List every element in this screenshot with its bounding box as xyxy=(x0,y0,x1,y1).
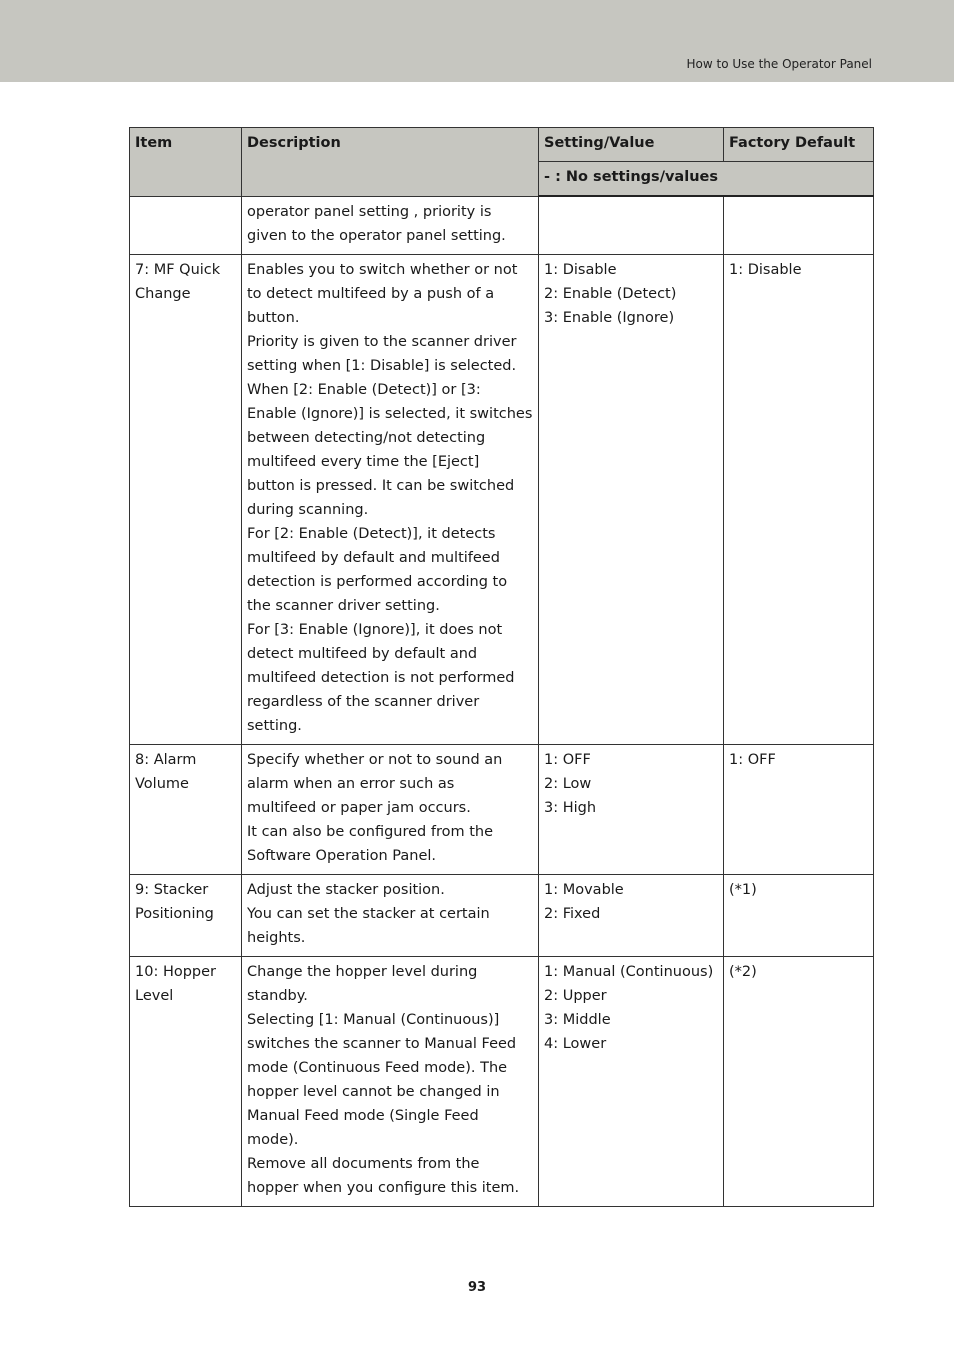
cell-setting-value-line: 4: Lower xyxy=(544,1035,607,1052)
table-header-row xyxy=(130,128,874,162)
cell-item-line: Change xyxy=(135,285,191,302)
cell-setting-value xyxy=(539,196,724,254)
cell-description-line: the scanner driver setting. xyxy=(247,597,440,614)
table-row xyxy=(130,254,874,744)
cell-factory-default-line: 1: OFF xyxy=(729,751,776,768)
legend-no-settings: - : No settings/values xyxy=(539,162,874,197)
cell-description-line: Enables you to switch whether or not xyxy=(247,261,518,278)
cell-description-line: multifeed every time the [Eject] xyxy=(247,453,480,470)
cell-description-line: button is pressed. It can be switched xyxy=(247,477,515,494)
cell-item xyxy=(130,744,242,874)
cell-setting-value xyxy=(539,874,724,956)
cell-description xyxy=(242,196,539,254)
cell-factory-default xyxy=(724,874,874,956)
cell-item-line: Volume xyxy=(135,775,189,792)
cell-setting-value-line: 1: OFF xyxy=(544,751,591,768)
cell-factory-default xyxy=(724,196,874,254)
cell-item-line: 7: MF Quick xyxy=(135,261,221,278)
cell-factory-default xyxy=(724,254,874,744)
cell-setting-value-line: 1: Disable xyxy=(544,261,617,278)
cell-item xyxy=(130,874,242,956)
table-body xyxy=(130,196,874,1206)
cell-setting-value-line: 3: Middle xyxy=(544,1011,611,1028)
cell-description xyxy=(242,744,539,874)
cell-item-line: 10: Hopper xyxy=(135,963,217,980)
cell-description-line: Adjust the stacker position. xyxy=(247,881,445,898)
page-header-band xyxy=(0,0,954,82)
cell-description-line: Software Operation Panel. xyxy=(247,847,437,864)
cell-setting-value-line: 1: Movable xyxy=(544,881,624,898)
cell-setting-value-line: 1: Manual (Continuous) xyxy=(544,963,714,980)
cell-description-line: For [2: Enable (Detect)], it detects xyxy=(247,525,496,542)
cell-description xyxy=(242,254,539,744)
cell-description-line: When [2: Enable (Detect)] or [3: xyxy=(247,381,481,398)
cell-item xyxy=(130,196,242,254)
operator-panel-settings-table xyxy=(129,127,874,1207)
cell-description-line: multifeed by default and multifeed xyxy=(247,549,500,566)
cell-description-line: hopper when you configure this item. xyxy=(247,1179,520,1196)
cell-description-line: For [3: Enable (Ignore)], it does not xyxy=(247,621,503,638)
cell-setting-value xyxy=(539,956,724,1206)
cell-description-line: to detect multifeed by a push of a xyxy=(247,285,495,302)
cell-item-line: 8: Alarm xyxy=(135,751,197,768)
cell-description-line: Selecting [1: Manual (Continuous)] xyxy=(247,1011,500,1028)
cell-description-line: Priority is given to the scanner driver xyxy=(247,333,517,350)
cell-description-line: regardless of the scanner driver xyxy=(247,693,480,710)
cell-setting-value-line: 2: Fixed xyxy=(544,905,601,922)
cell-description-line: You can set the stacker at certain xyxy=(247,905,490,922)
table-row xyxy=(130,196,874,254)
column-header-setting-value: Setting/Value xyxy=(539,128,724,162)
cell-item-line: 9: Stacker xyxy=(135,881,209,898)
cell-factory-default xyxy=(724,956,874,1206)
cell-description-line: Manual Feed mode (Single Feed xyxy=(247,1107,479,1124)
cell-description-line: Enable (Ignore)] is selected, it switches xyxy=(247,405,533,422)
column-header-item: Item xyxy=(130,128,242,197)
cell-setting-value xyxy=(539,254,724,744)
cell-description xyxy=(242,956,539,1206)
cell-description-line: given to the operator panel setting. xyxy=(247,227,506,244)
cell-description-line: It can also be configured from the xyxy=(247,823,493,840)
cell-description-line: Specify whether or not to sound an xyxy=(247,751,503,768)
cell-setting-value-line: 2: Low xyxy=(544,775,592,792)
table-row xyxy=(130,956,874,1206)
cell-description-line: mode). xyxy=(247,1131,299,1148)
column-header-factory-default: Factory Default xyxy=(724,128,874,162)
cell-description-line: heights. xyxy=(247,929,306,946)
cell-description-line: Remove all documents from the xyxy=(247,1155,480,1172)
cell-item xyxy=(130,956,242,1206)
cell-setting-value-line: 3: High xyxy=(544,799,597,816)
cell-description-line: alarm when an error such as xyxy=(247,775,455,792)
cell-item-line: Level xyxy=(135,987,174,1004)
cell-factory-default-line: (*1) xyxy=(729,881,757,898)
cell-description-line: multifeed detection is not performed xyxy=(247,669,515,686)
cell-description-line: operator panel setting , priority is xyxy=(247,203,492,220)
table-row xyxy=(130,744,874,874)
cell-description-line: hopper level cannot be changed in xyxy=(247,1083,500,1100)
cell-description-line: between detecting/not detecting xyxy=(247,429,486,446)
cell-description-line: Change the hopper level during xyxy=(247,963,478,980)
cell-setting-value-line: 2: Upper xyxy=(544,987,607,1004)
cell-description-line: setting. xyxy=(247,717,302,734)
cell-description-line: during scanning. xyxy=(247,501,369,518)
cell-factory-default-line: (*2) xyxy=(729,963,757,980)
cell-description-line: detect multifeed by default and xyxy=(247,645,478,662)
cell-factory-default-line: 1: Disable xyxy=(729,261,802,278)
cell-description-line: multifeed or paper jam occurs. xyxy=(247,799,471,816)
cell-description-line: mode (Continuous Feed mode). The xyxy=(247,1059,508,1076)
cell-setting-value xyxy=(539,744,724,874)
column-header-description: Description xyxy=(242,128,539,197)
cell-factory-default xyxy=(724,744,874,874)
cell-item xyxy=(130,254,242,744)
cell-description-line: detection is performed according to xyxy=(247,573,508,590)
cell-setting-value-line: 3: Enable (Ignore) xyxy=(544,309,675,326)
cell-description-line: switches the scanner to Manual Feed xyxy=(247,1035,517,1052)
cell-description-line: standby. xyxy=(247,987,308,1004)
cell-description-line: setting when [1: Disable] is selected. xyxy=(247,357,517,374)
table-row xyxy=(130,874,874,956)
cell-item-line: Positioning xyxy=(135,905,214,922)
cell-description-line: button. xyxy=(247,309,300,326)
running-header-title: How to Use the Operator Panel xyxy=(686,57,872,71)
cell-setting-value-line: 2: Enable (Detect) xyxy=(544,285,677,302)
page-number: 93 xyxy=(467,1280,487,1295)
cell-description xyxy=(242,874,539,956)
